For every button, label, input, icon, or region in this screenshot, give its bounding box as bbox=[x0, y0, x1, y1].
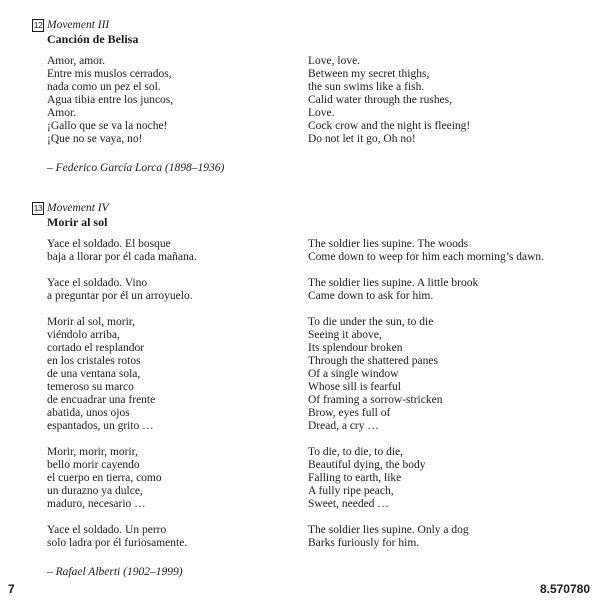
verse-line: Amor. bbox=[47, 107, 77, 119]
verse-line: the sun swims like a fish. bbox=[308, 81, 425, 93]
verse-line: Come down to weep for him each morning’s dawn. bbox=[308, 251, 545, 263]
verse-line: Morir, morir, morir, bbox=[47, 446, 138, 458]
verse-line: Agua tibia entre los juncos, bbox=[47, 94, 174, 106]
verse-line: Through the shattered panes bbox=[308, 355, 438, 367]
verse-line: nada como un pez el sol. bbox=[47, 81, 161, 93]
verse-line: temeroso su marco bbox=[47, 381, 134, 393]
verse-line: Between my secret thighs, bbox=[308, 68, 430, 80]
verse-line: baja a llorar por él cada mañana. bbox=[47, 251, 197, 263]
verse-line: Yace el soldado. Vino bbox=[47, 277, 148, 289]
stanza bbox=[47, 238, 307, 264]
movement-label: Movement III bbox=[47, 19, 110, 31]
verse-line: Seeing it above, bbox=[308, 329, 382, 341]
english-translation-column bbox=[308, 238, 568, 563]
verse-line: a preguntar por él un arroyuelo. bbox=[47, 290, 193, 302]
verse-line: el cuerpo en tierra, como bbox=[47, 472, 162, 484]
verse-line: Falling to earth, like bbox=[308, 472, 402, 484]
verse-line: Whose sill is fearful bbox=[308, 381, 401, 393]
section-heading bbox=[32, 201, 572, 215]
verse-line: ¡Gallo que se va la noche! bbox=[47, 120, 168, 132]
verse-line: Its splendour broken bbox=[308, 342, 403, 354]
verse-line: Cock crow and the night is fleeing! bbox=[308, 120, 471, 132]
stanza bbox=[308, 238, 568, 264]
bilingual-text bbox=[32, 55, 572, 155]
verse-line: Of a single window bbox=[308, 368, 399, 380]
page-number: 7 bbox=[8, 582, 15, 596]
verse-line: ¡Que no se vaya, no! bbox=[47, 133, 143, 145]
verse-line: The soldier lies supine. Only a dog bbox=[308, 524, 469, 536]
stanza bbox=[47, 277, 307, 303]
verse-line: Do not let it go, Oh no! bbox=[308, 133, 416, 145]
song-title: Morir al sol bbox=[47, 215, 108, 229]
verse-line: Of framing a sorrow-stricken bbox=[308, 394, 443, 406]
section-heading bbox=[32, 18, 572, 32]
song-section-canción-de-belisa bbox=[32, 18, 572, 174]
stanza bbox=[308, 524, 568, 550]
verse-line: A fully ripe peach, bbox=[308, 485, 394, 497]
verse-line: Yace el soldado. Un perro bbox=[47, 524, 167, 536]
track-number-box: 12 bbox=[33, 20, 43, 30]
track-number-box: 13 bbox=[33, 203, 43, 213]
stanza bbox=[47, 55, 307, 146]
verse-line: Love. bbox=[308, 107, 335, 119]
stanza bbox=[47, 524, 307, 550]
verse-line: Calid water through the rushes, bbox=[308, 94, 453, 106]
verse-line: Beautiful dying, the body bbox=[308, 459, 426, 471]
verse-line: en los cristales rotos bbox=[47, 355, 141, 367]
stanza bbox=[47, 446, 307, 511]
verse-line: solo ladra por él furiosamente. bbox=[47, 537, 188, 549]
song-section-morir-al-sol bbox=[32, 201, 572, 578]
verse-line: bello morir cayendo bbox=[47, 459, 140, 471]
verse-line: Love, love. bbox=[308, 55, 361, 67]
verse-line: Barks furiously for him. bbox=[308, 537, 420, 549]
verse-line: Came down to ask for him. bbox=[308, 290, 434, 302]
verse-line: Yace el soldado. El bosque bbox=[47, 238, 171, 250]
verse-line: cortado el resplandor bbox=[47, 342, 145, 354]
spanish-text-column bbox=[47, 55, 307, 159]
verse-line: de una ventana sola, bbox=[47, 368, 141, 380]
verse-line: Morir al sol, morir, bbox=[47, 316, 136, 328]
catalog-number: 8.570780 bbox=[539, 582, 590, 596]
verse-line: To die, to die, to die, bbox=[308, 446, 404, 458]
stanza bbox=[308, 277, 568, 303]
stanza bbox=[308, 55, 568, 146]
verse-line: To die under the sun, to die bbox=[308, 316, 434, 328]
poet-credit: – Rafael Alberti (1902–1999) bbox=[47, 566, 183, 578]
verse-line: de encuadrar una frente bbox=[47, 394, 156, 406]
stanza bbox=[47, 316, 307, 433]
verse-line: The soldier lies supine. A little brook bbox=[308, 277, 479, 289]
stanza bbox=[308, 446, 568, 511]
verse-line: espantados, un grito … bbox=[47, 420, 154, 432]
bilingual-text bbox=[32, 238, 572, 558]
verse-line: viéndolo arriba, bbox=[47, 329, 120, 341]
verse-line: Dread, a cry … bbox=[308, 420, 379, 432]
verse-line: abatida, unos ojos bbox=[47, 407, 130, 419]
movement-label: Movement IV bbox=[47, 202, 109, 214]
verse-line: Sweet, needed … bbox=[308, 498, 389, 510]
song-title: Canción de Belisa bbox=[47, 32, 139, 46]
stanza bbox=[308, 316, 568, 433]
verse-line: Amor, amor. bbox=[47, 55, 105, 67]
verse-line: Brow, eyes full of bbox=[308, 407, 391, 419]
verse-line: The soldier lies supine. The woods bbox=[308, 238, 469, 250]
english-translation-column bbox=[308, 55, 568, 159]
verse-line: Entre mis muslos cerrados, bbox=[47, 68, 172, 80]
spanish-text-column bbox=[47, 238, 307, 563]
verse-line: maduro, necesario … bbox=[47, 498, 146, 510]
verse-line: un durazno ya dulce, bbox=[47, 485, 143, 497]
poet-credit: – Federico García Lorca (1898–1936) bbox=[47, 162, 225, 174]
